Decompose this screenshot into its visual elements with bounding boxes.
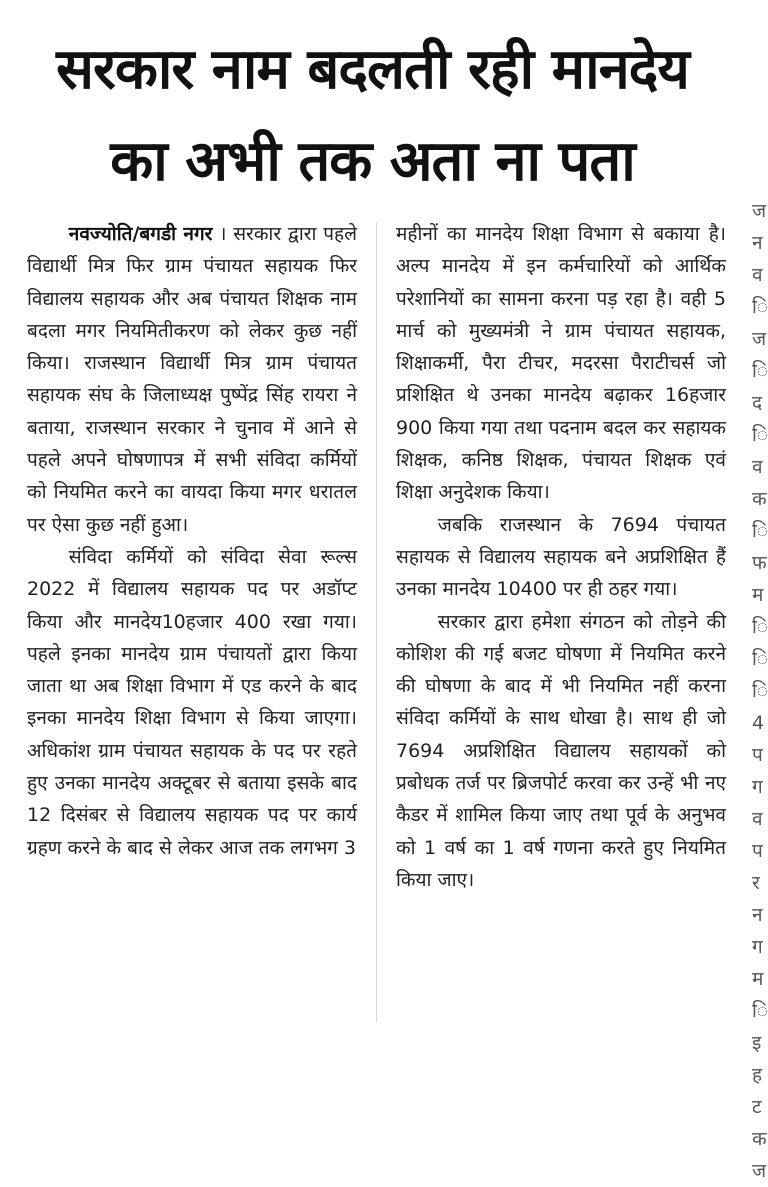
headline-line-1: सरकार नाम बदलती रही मानदेय [56, 37, 689, 102]
article-paragraph: सरकार द्वारा हमेशा संगठन को तोड़ने की कोशिश की गई बजट घोषणा में नियमित करने की घोषणा के बाद में भी नियमित नहीं करना संविदा कर्मियों के साथ धोखा है। साथ ही जो 7694 अप्रशिक्षित विद्यालय सहायकों को प्रबोधक तर्ज पर ब्रिजपोर्ट करवा कर उन्हें भी नए कैडर में शामिल किया जाए तथा पूर्व के अनुभव को 1 वर्ष का 1 वर्ष गणना करते हुए नियमित किया जाए। [396, 610, 726, 891]
edge-fragment: र [752, 872, 760, 894]
edge-fragment: व [752, 808, 763, 830]
article-paragraph: संविदा कर्मियों को संविदा सेवा रूल्स 2022 में विद्यालय सहायक पद पर अडॉप्ट किया और मानदेय10हजार 400 रखा गया। पहले इनका मानदेय ग्राम पंचायतों द्वारा किया जाता था अब शिक्षा विभाग में एड करने के बाद इनका मानदेय शिक्षा विभाग से किया जाएगा। अधिकांश ग्राम पंचायत सहायक के पद पर रहते हुए उनका मानदेय अक्टूबर से बताया इसके बाद 12 दिसंबर से विद्यालय सहायक पद पर कार्य ग्रहण करने के बाद से लेकर आज तक लगभग 3 [27, 545, 357, 859]
edge-fragment: न [752, 904, 763, 926]
edge-fragment: व [752, 456, 763, 478]
article-right-column [396, 218, 726, 896]
adjacent-article-edge [752, 195, 768, 1182]
edge-fragment: ज [752, 1160, 767, 1182]
edge-fragment: फ [752, 552, 767, 574]
edge-fragment: ग [752, 776, 763, 798]
edge-fragment: प [752, 840, 763, 862]
article-paragraph: महीनों का मानदेय शिक्षा विभाग से बकाया है। अल्प मानदेय में इन कर्मचारियों को आर्थिक परेशानियों का सामना करना पड़ रहा है। वही 5 मार्च को मुख्यमंत्री ने ग्राम पंचायत सहायक, शिक्षाकर्मी, पैरा टीचर, मदरसा पैराटीचर्स जो प्रशिक्षित थे उनका मानदेय बढ़ाकर 16हजार 900 किया गया तथा पदनाम बदल कर सहायक शिक्षक, कनिष्ठ शिक्षक, पंचायत शिक्षक एवं शिक्षा अनुदेशक किया। [396, 223, 726, 504]
edge-fragment: ि [752, 1000, 768, 1022]
headline-line-2: का अभी तक अता ना पता [110, 129, 635, 194]
edge-fragment: ज [752, 328, 767, 350]
edge-fragment: ि [752, 424, 768, 446]
edge-fragment: इ [752, 1032, 762, 1054]
edge-fragment: ि [752, 648, 768, 670]
edge-fragment: ि [752, 616, 768, 638]
edge-fragment: ह [752, 1064, 763, 1086]
column-divider [376, 222, 377, 1022]
edge-fragment: 4 [752, 712, 765, 734]
edge-fragment: ज [752, 200, 767, 222]
dateline: नवज्योति/बगडी नगर [68, 223, 213, 245]
edge-fragment: ि [752, 360, 768, 382]
edge-fragment: म [752, 968, 764, 990]
edge-fragment: व [752, 264, 763, 286]
edge-fragment: ग [752, 936, 763, 958]
edge-fragment: द [752, 392, 763, 414]
article-paragraph [27, 218, 357, 541]
paragraph-text: । सरकार द्वारा पहले विद्यार्थी मित्र फिर ग्राम पंचायत सहायक फिर विद्यालय सहायक और अब पंचायत शिक्षक नाम बदला मगर नियमितीकरण को लेकर कुछ नहीं किया। राजस्थान विद्यार्थी मित्र ग्राम पंचायत सहायक संघ के जिलाध्यक्ष पुष्पेंद्र सिंह रायरा ने बताया, राजस्थान सरकार ने चुनाव में आने से पहले अपने घोषणापत्र में सभी संविदा कर्मियों को नियमित करने का वायदा किया मगर धरातल पर ऐसा कुछ नहीं हुआ। [27, 223, 357, 536]
article-paragraph: जबकि राजस्थान के 7694 पंचायत सहायक से विद्यालय सहायक बने अप्रशिक्षित हैं उनका मानदेय 10400 पर ही ठहर गया। [396, 513, 726, 601]
edge-fragment: ि [752, 680, 768, 702]
article-left-column [27, 218, 357, 864]
edge-fragment: ि [752, 520, 768, 542]
edge-fragment: म [752, 584, 764, 606]
edge-fragment: ि [752, 296, 768, 318]
edge-fragment: प [752, 744, 763, 766]
edge-fragment: क [752, 488, 767, 510]
edge-fragment: ट [752, 1096, 762, 1118]
edge-fragment: क [752, 1128, 767, 1150]
edge-fragment: न [752, 232, 763, 254]
